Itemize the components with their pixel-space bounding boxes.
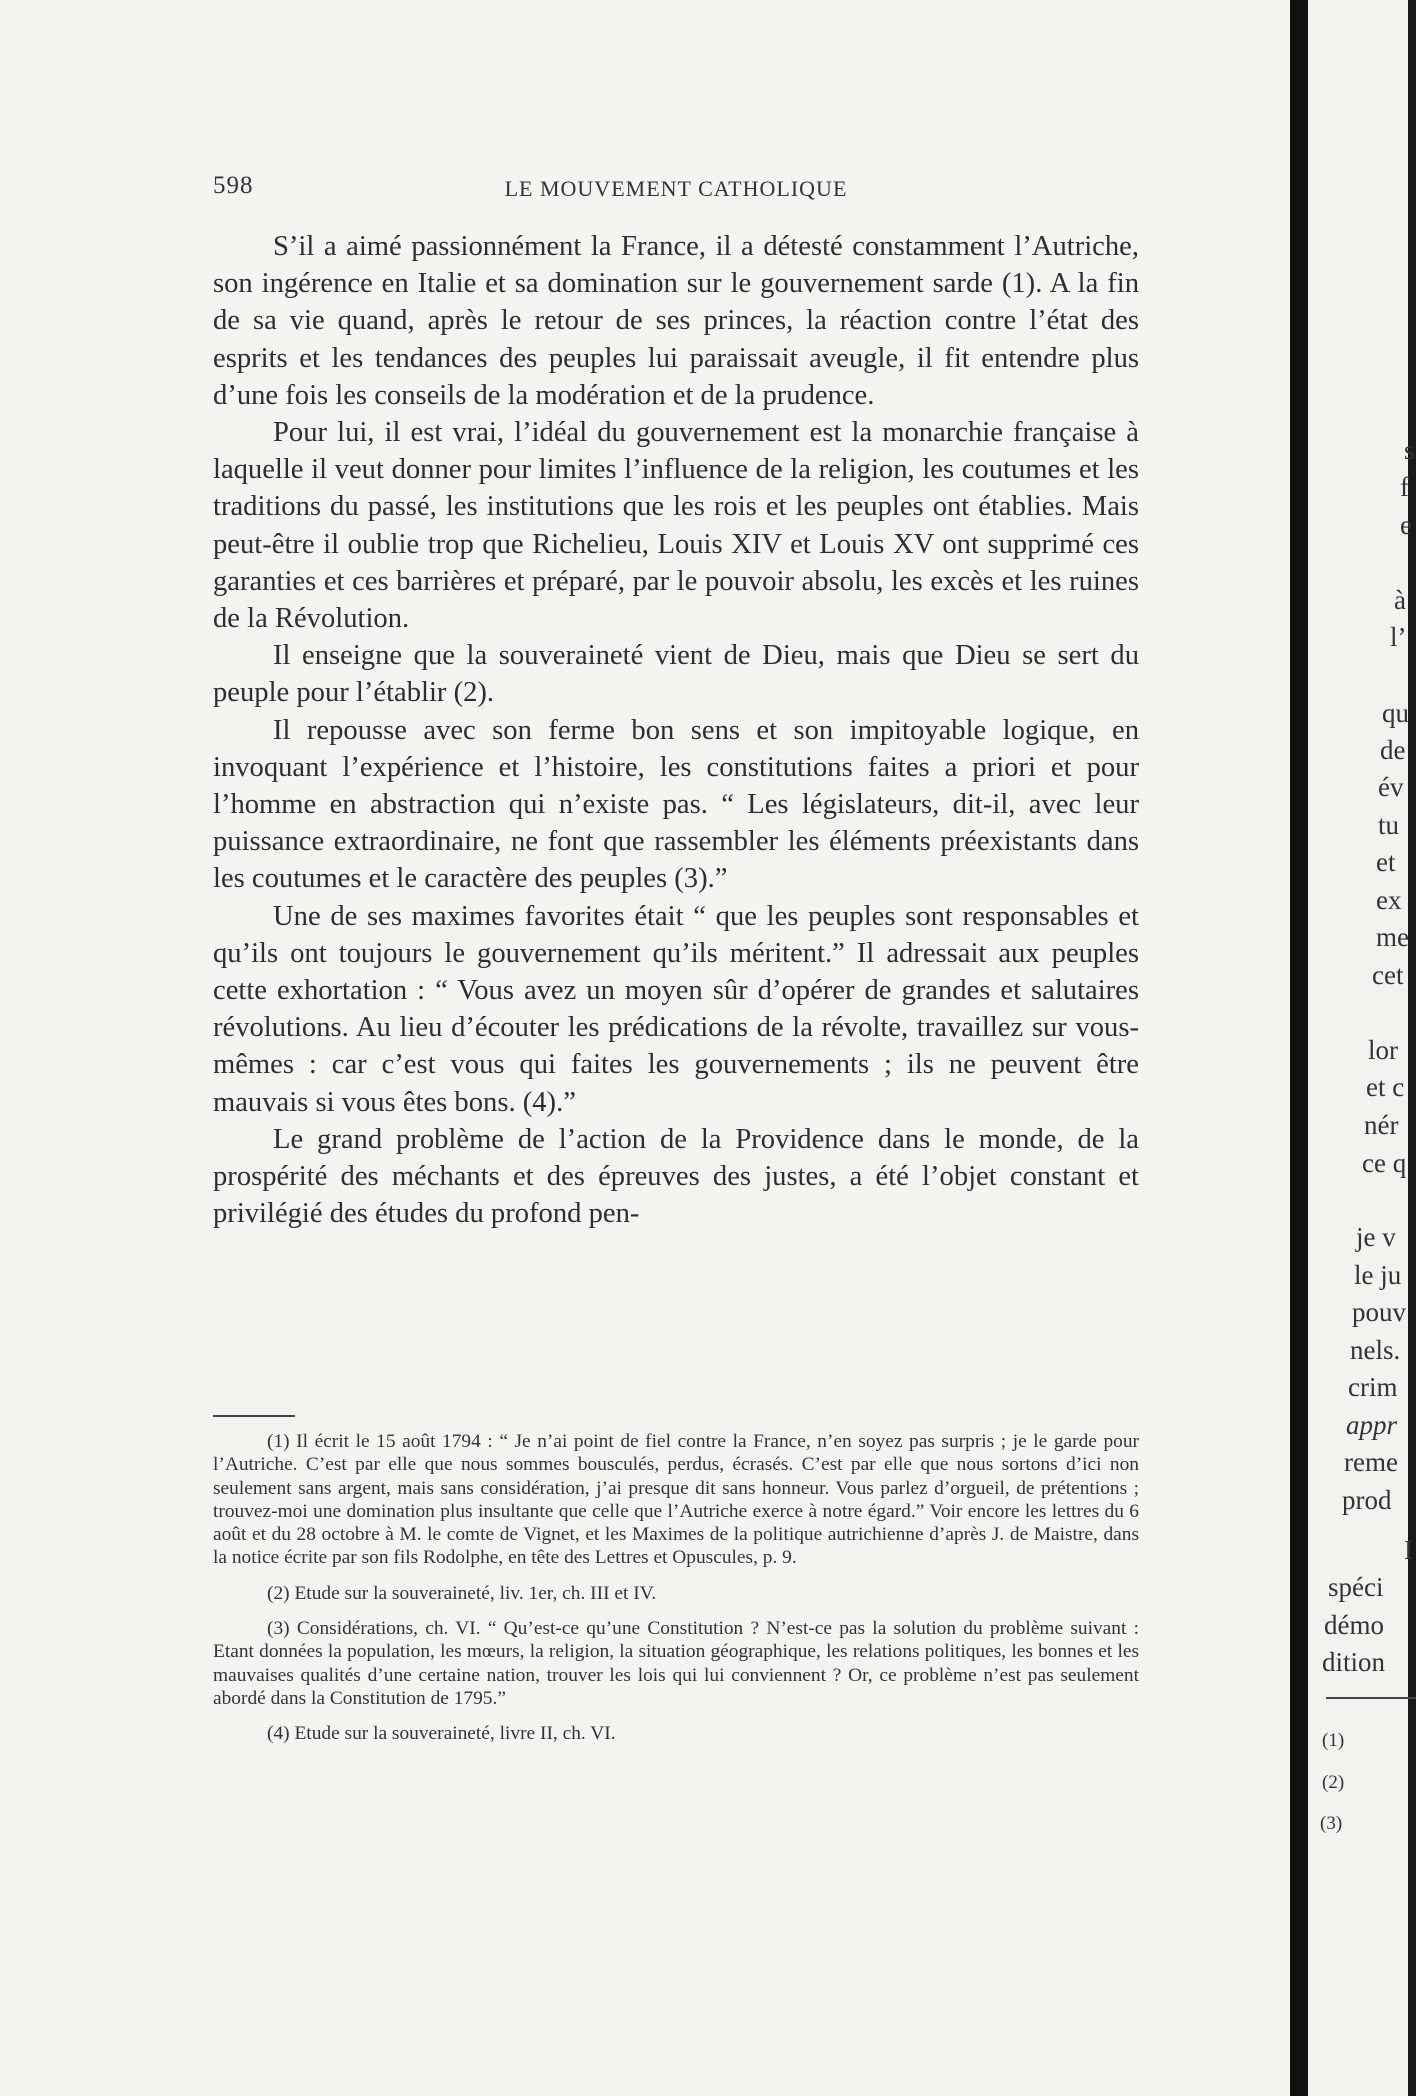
adjacent-text-fragment: s	[1404, 435, 1415, 465]
paragraph: Une de ses maximes favorites était “ que les peuples sont responsables et qu’ils ont toujours le gouvernement qu’ils méritent.” Il adressait aux peuples cette exhortation : “ Vous avez un moyen sûr d’opérer de grandes et salutaires révolutions. Au lieu d’écouter les prédications de la révolte, travaillez sur vous-mêmes : car c’est vous qui faites les gouvernements ; ils ne peuvent être mauvais si vous êtes bons. (4).”	[213, 900, 1139, 1118]
adjacent-text-fragment: reme	[1344, 1447, 1398, 1477]
adjacent-text-fragment: et	[1376, 847, 1396, 877]
footnote: (1) Il écrit le 15 août 1794 : “ Je n’ai point de fiel contre la France, n’en soyez pas surpris ; je le garde pour l’Autriche. C’est par elle que nous sommes bousculés, perdus, écrasés. C’est par elle que nous sortons d’ici non seulement sans argent, mais sans considération, j’ai presque dit sans honneur. Vous parlez d’orgueil, de prétentions ; trouvez-moi une domination plus insultante que celle que l’Autriche exerce à notre égard.” Voir encore les lettres du 6 août et du 28 octobre à M. le comte de Vignet, et les Maximes de la politique autrichienne d’après J. de Maistre, dans la notice écrite par son fils Rodolphe, en tête des Lettres et Opuscules, p. 9.	[213, 1431, 1139, 1569]
adjacent-text-fragment: cet	[1372, 960, 1404, 990]
adjacent-text-fragment: ex	[1376, 885, 1402, 915]
adjacent-footnote-marker: (2)	[1322, 1772, 1345, 1793]
adjacent-text-fragment: je v	[1356, 1222, 1396, 1252]
adjacent-text-fragment: tu	[1378, 810, 1400, 840]
adjacent-footnote-marker: (3)	[1320, 1813, 1343, 1834]
adjacent-text-fragment: prod	[1342, 1485, 1392, 1515]
adjacent-footnote-marker: (1)	[1322, 1730, 1345, 1751]
adjacent-text-fragment: nér	[1364, 1110, 1399, 1140]
adjacent-text-fragment: et c	[1366, 1072, 1405, 1102]
footnote: (2) Etude sur la souveraineté, liv. 1er, ch. III et IV.	[267, 1582, 657, 1604]
paragraph: Le grand problème de l’action de la Providence dans le monde, de la prospérité des méchants et des épreuves des justes, a été l’objet constant et privilégié des études du profond pen-	[213, 1123, 1139, 1230]
adjacent-text-fragment: ce q	[1362, 1148, 1407, 1178]
adjacent-text-fragment: de	[1380, 735, 1406, 765]
footnote-separator	[213, 1415, 295, 1417]
adjacent-text-fragment: dition	[1322, 1647, 1386, 1677]
adjacent-text-fragment: nels.	[1350, 1335, 1401, 1365]
adjacent-text-fragment: me	[1376, 922, 1409, 952]
adjacent-text-fragment: év	[1378, 772, 1404, 802]
adjacent-text-fragment: lor	[1368, 1035, 1398, 1065]
adjacent-text-fragment: I	[1404, 1535, 1413, 1565]
adjacent-footnote-separator	[1326, 1697, 1416, 1699]
adjacent-text-fragment: l’	[1390, 622, 1407, 652]
page-number: 598	[213, 172, 254, 199]
adjacent-text-fragment: appr	[1346, 1410, 1398, 1440]
adjacent-text-fragment: à	[1394, 585, 1406, 615]
adjacent-text-fragment: pouv	[1352, 1297, 1406, 1327]
running-title: LE MOUVEMENT CATHOLIQUE	[504, 176, 848, 201]
adjacent-text-fragment: f	[1400, 472, 1409, 502]
adjacent-text-fragment: qu	[1382, 698, 1409, 728]
footnotes	[213, 1430, 1139, 1758]
adjacent-text-fragment: spéci	[1328, 1572, 1384, 1602]
adjacent-text-fragment: démo	[1324, 1610, 1384, 1640]
footnote: (4) Etude sur la souveraineté, livre II, ch. VI.	[267, 1723, 616, 1745]
book-gutter	[1290, 0, 1308, 2096]
adjacent-text-fragment: e	[1400, 510, 1412, 540]
main-text	[213, 228, 1139, 1232]
paragraph: Il repousse avec son ferme bon sens et son impitoyable logique, en invoquant l’expérience et l’histoire, les constitutions faites a priori et pour l’homme en abstraction qui n’existe pas. “ Les législateurs, dit-il, avec leur puissance extraordinaire, ne font que rassembler les éléments préexistants dans les coutumes et le caractère des peuples (3).”	[213, 714, 1139, 895]
paragraph: S’il a aimé passionnément la France, il a détesté constamment l’Autriche, son ingérence en Italie et sa domination sur le gouvernement sarde (1). A la fin de sa vie quand, après le retour de ses princes, la réaction contre l’état des esprits et les tendances des peuples lui paraissait aveugle, il fit entendre plus d’une fois les conseils de la modération et de la prudence.	[213, 231, 1139, 411]
footnote: (3) Considérations, ch. VI. “ Qu’est-ce qu’une Constitution ? N’est-ce pas la solution du problème suivant : Etant données la population, les mœurs, la religion, la situation géographique, les relations politiques, les bonnes et les mauvaises qualités d’une certaine nation, trouver les lois qui lui conviennent ? Or, ce problème n’est pas seulement abordé dans la Constitution de 1795.”	[213, 1618, 1139, 1709]
adjacent-text-fragment: crim	[1348, 1372, 1398, 1402]
paragraph: Il enseigne que la souveraineté vient de Dieu, mais que Dieu se sert du peuple pour l’établir (2).	[213, 640, 1139, 709]
adjacent-text-fragment: le ju	[1354, 1260, 1402, 1290]
paragraph: Pour lui, il est vrai, l’idéal du gouvernement est la monarchie française à laquelle il veut donner pour limites l’influence de la religion, les coutumes et les traditions du passé, les institutions que les rois et les peuples ont établies. Mais peut-être il oublie trop que Richelieu, Louis XIV et Louis XV ont supprimé ces garanties et ces barrières et préparé, par le pouvoir absolu, les excès et les ruines de la Révolution.	[213, 417, 1139, 635]
adjacent-page-edge	[1308, 0, 1415, 2096]
